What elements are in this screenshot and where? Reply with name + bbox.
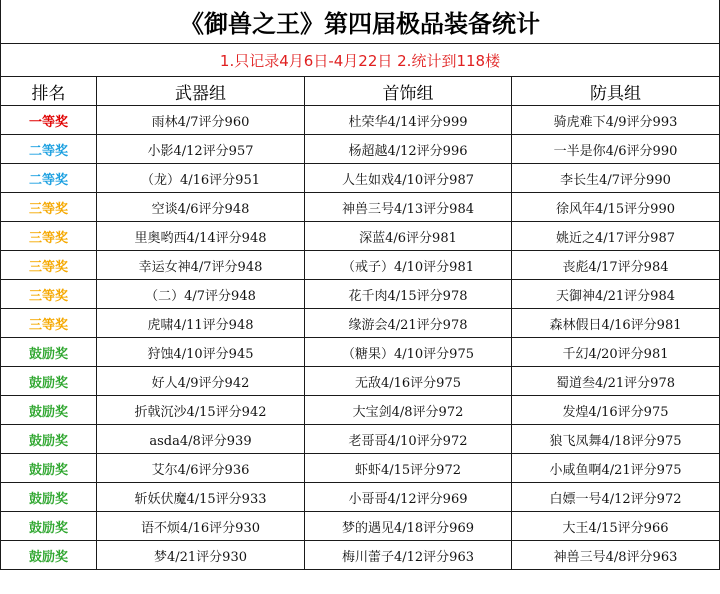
table-row	[1, 106, 720, 135]
weapon-cell: 艾尔4/6评分936	[97, 454, 305, 483]
weapon-cell: 雨林4/7评分960	[97, 106, 305, 135]
rank-cell: 鼓励奖	[1, 396, 97, 425]
armor-cell: 大王4/15评分966	[512, 512, 720, 541]
accessory-cell: 梦的遇见4/18评分969	[305, 512, 512, 541]
rank-cell: 三等奖	[1, 251, 97, 280]
rank-cell: 三等奖	[1, 309, 97, 338]
armor-cell: 一半是你4/6评分990	[512, 135, 720, 164]
weapon-cell: 小影4/12评分957	[97, 135, 305, 164]
table-row	[1, 222, 720, 251]
armor-cell: 骑虎难下4/9评分993	[512, 106, 720, 135]
weapon-cell: 幸运女神4/7评分948	[97, 251, 305, 280]
armor-cell: 森林假日4/16评分981	[512, 309, 720, 338]
header-accessory: 首饰组	[305, 77, 512, 106]
weapon-cell: 语不烦4/16评分930	[97, 512, 305, 541]
weapon-cell: （龙）4/16评分951	[97, 164, 305, 193]
weapon-cell: 好人4/9评分942	[97, 367, 305, 396]
rank-cell: 三等奖	[1, 222, 97, 251]
accessory-cell: 小哥哥4/12评分969	[305, 483, 512, 512]
accessory-cell: 虾虾4/15评分972	[305, 454, 512, 483]
rank-cell: 二等奖	[1, 164, 97, 193]
weapon-cell: 虎啸4/11评分948	[97, 309, 305, 338]
armor-cell: 发煌4/16评分975	[512, 396, 720, 425]
table-row	[1, 164, 720, 193]
accessory-cell: 杜荣华4/14评分999	[305, 106, 512, 135]
table-row	[1, 541, 720, 570]
armor-cell: 姚近之4/17评分987	[512, 222, 720, 251]
accessory-cell: （戒子）4/10评分981	[305, 251, 512, 280]
table-row	[1, 193, 720, 222]
table-row	[1, 367, 720, 396]
armor-cell: 徐风年4/15评分990	[512, 193, 720, 222]
table-row	[1, 280, 720, 309]
table-row	[1, 396, 720, 425]
table-row	[1, 135, 720, 164]
weapon-cell: （二）4/7评分948	[97, 280, 305, 309]
table-row	[1, 251, 720, 280]
weapon-cell: 狩蚀4/10评分945	[97, 338, 305, 367]
armor-cell: 李长生4/7评分990	[512, 164, 720, 193]
weapon-cell: 里奥哟西4/14评分948	[97, 222, 305, 251]
rank-cell: 二等奖	[1, 135, 97, 164]
accessory-cell: 大宝剑4/8评分972	[305, 396, 512, 425]
accessory-cell: 杨超越4/12评分996	[305, 135, 512, 164]
accessory-cell: 老哥哥4/10评分972	[305, 425, 512, 454]
rank-cell: 鼓励奖	[1, 425, 97, 454]
armor-cell: 小咸鱼啊4/21评分975	[512, 454, 720, 483]
accessory-cell: 梅川蕾子4/12评分963	[305, 541, 512, 570]
rank-cell: 鼓励奖	[1, 541, 97, 570]
sheet-title: 《御兽之王》第四届极品装备统计	[1, 0, 720, 44]
table-row	[1, 425, 720, 454]
table-row	[1, 454, 720, 483]
armor-cell: 丧彪4/17评分984	[512, 251, 720, 280]
rank-cell: 鼓励奖	[1, 454, 97, 483]
header-rank: 排名	[1, 77, 97, 106]
armor-cell: 狼飞凤舞4/18评分975	[512, 425, 720, 454]
sheet-note: 1.只记录4月6日-4月22日 2.统计到118楼	[1, 44, 720, 77]
accessory-cell: 花千肉4/15评分978	[305, 280, 512, 309]
rank-cell: 鼓励奖	[1, 367, 97, 396]
armor-cell: 蜀道叁4/21评分978	[512, 367, 720, 396]
table-row	[1, 309, 720, 338]
rank-cell: 三等奖	[1, 280, 97, 309]
header-armor: 防具组	[512, 77, 720, 106]
weapon-cell: 梦4/21评分930	[97, 541, 305, 570]
weapon-cell: 空谈4/6评分948	[97, 193, 305, 222]
accessory-cell: 人生如戏4/10评分987	[305, 164, 512, 193]
rank-cell: 鼓励奖	[1, 338, 97, 367]
armor-cell: 神兽三号4/8评分963	[512, 541, 720, 570]
accessory-cell: 无敌4/16评分975	[305, 367, 512, 396]
armor-cell: 千幻4/20评分981	[512, 338, 720, 367]
accessory-cell: 深蓝4/6评分981	[305, 222, 512, 251]
weapon-cell: 斩妖伏魔4/15评分933	[97, 483, 305, 512]
weapon-cell: 折戟沉沙4/15评分942	[97, 396, 305, 425]
rank-cell: 鼓励奖	[1, 483, 97, 512]
table-row	[1, 483, 720, 512]
header-row	[1, 77, 720, 106]
accessory-cell: 缘游会4/21评分978	[305, 309, 512, 338]
accessory-cell: （糖果）4/10评分975	[305, 338, 512, 367]
rank-cell: 鼓励奖	[1, 512, 97, 541]
rank-cell: 三等奖	[1, 193, 97, 222]
accessory-cell: 神兽三号4/13评分984	[305, 193, 512, 222]
armor-cell: 白嫖一号4/12评分972	[512, 483, 720, 512]
table-row	[1, 338, 720, 367]
header-weapon: 武器组	[97, 77, 305, 106]
weapon-cell: asda4/8评分939	[97, 425, 305, 454]
table-row	[1, 512, 720, 541]
rank-cell: 一等奖	[1, 106, 97, 135]
armor-cell: 天御神4/21评分984	[512, 280, 720, 309]
